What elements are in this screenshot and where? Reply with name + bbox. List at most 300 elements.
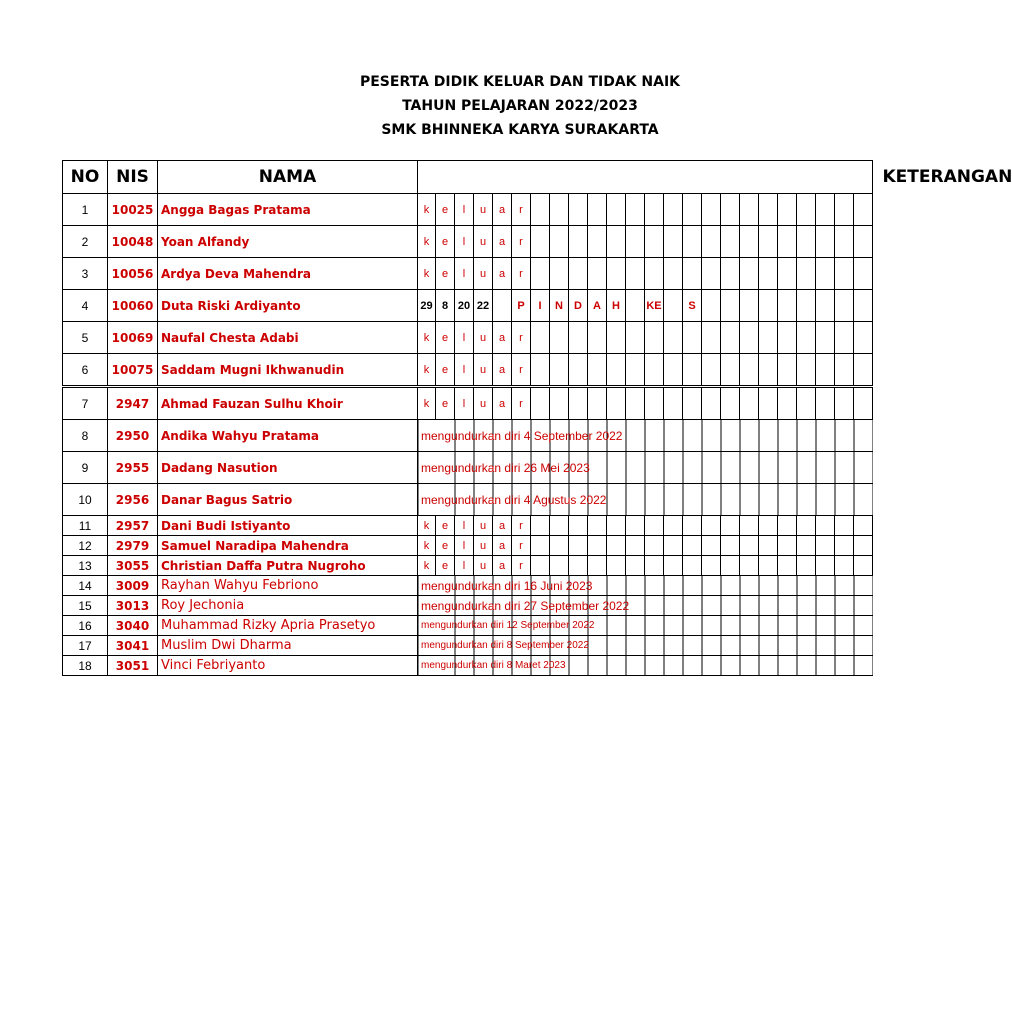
empty-cell	[588, 258, 607, 290]
empty-cell	[588, 556, 607, 576]
empty-cell	[550, 194, 569, 226]
empty-cell	[683, 258, 702, 290]
empty-cell	[664, 354, 683, 387]
row-nis: 10069	[108, 322, 158, 354]
empty-cell	[702, 322, 721, 354]
table-row	[63, 452, 873, 484]
column-header-nama: NAMA	[158, 161, 418, 194]
empty-cell	[550, 536, 569, 556]
keluar-letter: r	[512, 536, 531, 556]
keluar-letter: e	[436, 322, 455, 354]
table-row	[63, 556, 873, 576]
empty-cell	[797, 556, 816, 576]
row-nama: Ardya Deva Mahendra	[158, 258, 418, 290]
row-number: 4	[63, 290, 108, 322]
row-number: 11	[63, 516, 108, 536]
keluar-letter: l	[455, 354, 474, 387]
keluar-letter: e	[436, 226, 455, 258]
keluar-letter: a	[493, 516, 512, 536]
keluar-letter: k	[418, 556, 436, 576]
row-number: 1	[63, 194, 108, 226]
column-header-nis: NIS	[108, 161, 158, 194]
empty-cell	[740, 194, 759, 226]
empty-cell	[702, 556, 721, 576]
student-table	[62, 160, 1012, 676]
empty-cell	[702, 258, 721, 290]
column-header-keterangan	[418, 161, 1012, 194]
keluar-letter: u	[474, 387, 493, 420]
table-row	[63, 636, 873, 656]
empty-cell	[569, 387, 588, 420]
row-nis: 10056	[108, 258, 158, 290]
keluar-letter: e	[436, 556, 455, 576]
empty-cell	[531, 226, 550, 258]
empty-cell	[778, 226, 797, 258]
row-number: 18	[63, 656, 108, 676]
keluar-letter: l	[455, 322, 474, 354]
empty-cell	[721, 354, 740, 387]
empty-cell	[645, 387, 664, 420]
empty-cell	[835, 226, 854, 258]
empty-cell	[607, 194, 626, 226]
empty-cell	[702, 516, 721, 536]
keluar-letter: u	[474, 258, 493, 290]
row-nama: Dadang Nasution	[158, 452, 418, 484]
keluar-letter: k	[418, 194, 436, 226]
empty-cell	[588, 226, 607, 258]
empty-cell	[854, 226, 873, 258]
empty-cell	[645, 516, 664, 536]
empty-cell	[626, 387, 645, 420]
empty-cell	[550, 258, 569, 290]
empty-cell	[721, 226, 740, 258]
title-line-1: PESERTA DIDIK KELUAR DAN TIDAK NAIK	[359, 74, 681, 90]
empty-cell	[816, 387, 835, 420]
empty-cell	[759, 194, 778, 226]
title-line-3: SMK BHINNEKA KARYA SURAKARTA	[381, 122, 659, 138]
empty-cell	[721, 387, 740, 420]
pindah-cell: KE	[645, 290, 664, 322]
empty-cell	[645, 322, 664, 354]
empty-cell	[721, 258, 740, 290]
empty-cell	[854, 536, 873, 556]
keluar-letter: r	[512, 194, 531, 226]
empty-cell	[854, 194, 873, 226]
empty-cell	[626, 226, 645, 258]
empty-cell	[854, 387, 873, 420]
empty-cell	[626, 194, 645, 226]
row-nis: 2957	[108, 516, 158, 536]
keluar-letter: e	[436, 536, 455, 556]
empty-cell	[569, 354, 588, 387]
keluar-letter: u	[474, 226, 493, 258]
empty-cell	[778, 258, 797, 290]
keterangan-text: mengundurkan diri 4 September 2022	[418, 420, 873, 452]
title-line-2: TAHUN PELAJARAN 2022/2023	[402, 98, 638, 114]
empty-cell	[816, 226, 835, 258]
row-number: 12	[63, 536, 108, 556]
keluar-letter: r	[512, 322, 531, 354]
empty-cell	[645, 536, 664, 556]
empty-cell	[721, 194, 740, 226]
table-row	[63, 258, 873, 290]
keluar-letter: u	[474, 556, 493, 576]
empty-cell	[816, 258, 835, 290]
row-number: 2	[63, 226, 108, 258]
empty-cell	[854, 322, 873, 354]
empty-cell	[702, 226, 721, 258]
row-nis: 2955	[108, 452, 158, 484]
row-nama: Muhammad Rizky Apria Prasetyo	[158, 616, 418, 636]
empty-cell	[797, 516, 816, 536]
row-nama: Rayhan Wahyu Febriono	[158, 576, 418, 596]
column-header-no: NO	[63, 161, 108, 194]
keluar-letter: a	[493, 387, 512, 420]
keterangan-text: mengundurkan diri 27 September 2022	[418, 596, 873, 616]
keluar-letter: e	[436, 354, 455, 387]
table-row	[63, 536, 873, 556]
keluar-letter: a	[493, 536, 512, 556]
empty-cell	[854, 354, 873, 387]
empty-cell	[645, 194, 664, 226]
empty-cell	[607, 516, 626, 536]
empty-cell	[588, 516, 607, 536]
empty-cell	[835, 536, 854, 556]
empty-cell	[588, 322, 607, 354]
empty-cell	[531, 556, 550, 576]
keluar-letter: l	[455, 556, 474, 576]
row-number: 8	[63, 420, 108, 452]
empty-cell	[759, 226, 778, 258]
empty-cell	[816, 290, 835, 322]
empty-cell	[626, 322, 645, 354]
keluar-letter: a	[493, 556, 512, 576]
row-nama: Yoan Alfandy	[158, 226, 418, 258]
empty-cell	[835, 194, 854, 226]
empty-cell	[664, 226, 683, 258]
keterangan-text: mengundurkan diri 8 Maret 2023	[418, 656, 873, 676]
empty-cell	[702, 290, 721, 322]
empty-cell	[816, 536, 835, 556]
row-nis: 3051	[108, 656, 158, 676]
empty-cell	[778, 387, 797, 420]
empty-cell	[740, 322, 759, 354]
empty-cell	[569, 516, 588, 536]
row-number: 16	[63, 616, 108, 636]
empty-cell	[778, 354, 797, 387]
keluar-letter: a	[493, 194, 512, 226]
row-nis: 3055	[108, 556, 158, 576]
keluar-letter: r	[512, 387, 531, 420]
empty-cell	[835, 290, 854, 322]
empty-cell	[683, 516, 702, 536]
empty-cell	[569, 226, 588, 258]
keluar-letter: e	[436, 387, 455, 420]
table-row	[63, 484, 873, 516]
row-number: 9	[63, 452, 108, 484]
row-number: 3	[63, 258, 108, 290]
empty-cell	[645, 354, 664, 387]
row-nama: Saddam Mugni Ikhwanudin	[158, 354, 418, 387]
empty-cell	[816, 516, 835, 536]
empty-cell	[778, 322, 797, 354]
keluar-letter: k	[418, 226, 436, 258]
keluar-letter: l	[455, 226, 474, 258]
keterangan-text: mengundurkan diri 16 Juni 2023	[418, 576, 873, 596]
row-nama: Danar Bagus Satrio	[158, 484, 418, 516]
keluar-letter: k	[418, 516, 436, 536]
empty-cell	[569, 556, 588, 576]
empty-cell	[835, 258, 854, 290]
table-row	[63, 616, 873, 636]
row-nama: Naufal Chesta Adabi	[158, 322, 418, 354]
empty-cell	[721, 516, 740, 536]
table-row	[63, 576, 873, 596]
empty-cell	[740, 387, 759, 420]
empty-cell	[854, 556, 873, 576]
empty-cell	[835, 516, 854, 536]
empty-cell	[607, 226, 626, 258]
empty-cell	[759, 536, 778, 556]
row-number: 15	[63, 596, 108, 616]
empty-cell	[797, 290, 816, 322]
empty-cell	[740, 556, 759, 576]
row-nis: 10025	[108, 194, 158, 226]
empty-cell	[702, 194, 721, 226]
row-nis: 2947	[108, 387, 158, 420]
empty-cell	[588, 387, 607, 420]
empty-cell	[759, 354, 778, 387]
empty-cell	[550, 516, 569, 536]
pindah-cell: H	[607, 290, 626, 322]
keluar-letter: a	[493, 226, 512, 258]
keluar-letter: k	[418, 322, 436, 354]
empty-cell	[550, 556, 569, 576]
empty-cell	[626, 258, 645, 290]
pindah-cell: 22	[474, 290, 493, 322]
empty-cell	[664, 194, 683, 226]
empty-cell	[797, 354, 816, 387]
empty-cell	[835, 354, 854, 387]
pindah-cell: 8	[436, 290, 455, 322]
table-header-row	[63, 161, 873, 194]
empty-cell	[588, 354, 607, 387]
keluar-letter: e	[436, 516, 455, 536]
empty-cell	[759, 258, 778, 290]
column-header-keterangan-label: KETERANGAN	[882, 167, 1012, 187]
pindah-cell	[664, 290, 683, 322]
empty-cell	[626, 536, 645, 556]
empty-cell	[854, 258, 873, 290]
pindah-cell	[493, 290, 512, 322]
empty-cell	[816, 194, 835, 226]
empty-cell	[683, 354, 702, 387]
empty-cell	[531, 354, 550, 387]
pindah-cell: I	[531, 290, 550, 322]
keterangan-text: mengundurkan diri 8 September 2022	[418, 636, 873, 656]
empty-cell	[664, 536, 683, 556]
empty-cell	[683, 194, 702, 226]
empty-cell	[759, 387, 778, 420]
empty-cell	[721, 322, 740, 354]
empty-cell	[835, 387, 854, 420]
empty-cell	[778, 290, 797, 322]
empty-cell	[702, 354, 721, 387]
keluar-letter: r	[512, 354, 531, 387]
empty-cell	[664, 556, 683, 576]
table-row	[63, 322, 873, 354]
empty-cell	[607, 322, 626, 354]
keluar-letter: u	[474, 354, 493, 387]
empty-cell	[759, 322, 778, 354]
empty-cell	[645, 226, 664, 258]
row-nama: Christian Daffa Putra Nugroho	[158, 556, 418, 576]
row-nis: 2956	[108, 484, 158, 516]
row-number: 7	[63, 387, 108, 420]
empty-cell	[683, 387, 702, 420]
empty-cell	[797, 226, 816, 258]
student-table-viewport	[62, 160, 1012, 678]
pindah-cell: S	[683, 290, 702, 322]
pindah-cell: N	[550, 290, 569, 322]
empty-cell	[626, 556, 645, 576]
pindah-cell: 29	[418, 290, 436, 322]
keluar-letter: l	[455, 387, 474, 420]
empty-cell	[740, 354, 759, 387]
keluar-letter: k	[418, 354, 436, 387]
keluar-letter: k	[418, 387, 436, 420]
row-number: 13	[63, 556, 108, 576]
row-nama: Duta Riski Ardiyanto	[158, 290, 418, 322]
keluar-letter: a	[493, 258, 512, 290]
pindah-cell: P	[512, 290, 531, 322]
table-row	[63, 290, 873, 322]
row-nama: Andika Wahyu Pratama	[158, 420, 418, 452]
row-nama: Muslim Dwi Dharma	[158, 636, 418, 656]
empty-cell	[531, 258, 550, 290]
empty-cell	[531, 194, 550, 226]
empty-cell	[854, 516, 873, 536]
empty-cell	[683, 226, 702, 258]
empty-cell	[740, 258, 759, 290]
row-nama: Samuel Naradipa Mahendra	[158, 536, 418, 556]
pindah-cell: D	[569, 290, 588, 322]
empty-cell	[664, 322, 683, 354]
keluar-letter: u	[474, 516, 493, 536]
table-row	[63, 656, 873, 676]
empty-cell	[645, 556, 664, 576]
empty-cell	[569, 536, 588, 556]
row-number: 17	[63, 636, 108, 656]
empty-cell	[778, 516, 797, 536]
empty-cell	[778, 194, 797, 226]
keluar-letter: l	[455, 194, 474, 226]
keluar-letter: k	[418, 536, 436, 556]
empty-cell	[550, 354, 569, 387]
empty-cell	[531, 536, 550, 556]
row-nama: Ahmad Fauzan Sulhu Khoir	[158, 387, 418, 420]
row-nis: 3013	[108, 596, 158, 616]
keluar-letter: u	[474, 322, 493, 354]
empty-cell	[816, 322, 835, 354]
keluar-letter: r	[512, 516, 531, 536]
keluar-letter: k	[418, 258, 436, 290]
empty-cell	[835, 322, 854, 354]
empty-cell	[740, 226, 759, 258]
table-row	[63, 516, 873, 536]
empty-cell	[759, 290, 778, 322]
empty-cell	[740, 536, 759, 556]
empty-cell	[797, 194, 816, 226]
empty-cell	[721, 290, 740, 322]
keluar-letter: u	[474, 536, 493, 556]
empty-cell	[683, 556, 702, 576]
row-nama: Dani Budi Istiyanto	[158, 516, 418, 536]
empty-cell	[531, 516, 550, 536]
row-number: 14	[63, 576, 108, 596]
empty-cell	[797, 322, 816, 354]
empty-cell	[759, 516, 778, 536]
empty-cell	[531, 322, 550, 354]
empty-cell	[550, 226, 569, 258]
row-number: 6	[63, 354, 108, 387]
table-row	[63, 596, 873, 616]
empty-cell	[607, 258, 626, 290]
row-nis: 10075	[108, 354, 158, 387]
empty-cell	[854, 290, 873, 322]
pindah-cell	[626, 290, 645, 322]
empty-cell	[683, 536, 702, 556]
row-nis: 3041	[108, 636, 158, 656]
table-row	[63, 420, 873, 452]
row-nama: Roy Jechonia	[158, 596, 418, 616]
keluar-letter: l	[455, 536, 474, 556]
keluar-letter: r	[512, 258, 531, 290]
empty-cell	[721, 556, 740, 576]
table-row	[63, 226, 873, 258]
pindah-cell: A	[588, 290, 607, 322]
empty-cell	[588, 194, 607, 226]
empty-cell	[531, 387, 550, 420]
keluar-letter: u	[474, 194, 493, 226]
row-number: 5	[63, 322, 108, 354]
empty-cell	[721, 536, 740, 556]
empty-cell	[550, 322, 569, 354]
empty-cell	[702, 536, 721, 556]
empty-cell	[569, 258, 588, 290]
empty-cell	[664, 516, 683, 536]
keluar-letter: e	[436, 258, 455, 290]
empty-cell	[797, 258, 816, 290]
keluar-letter: r	[512, 556, 531, 576]
document-title-block	[300, 70, 740, 142]
empty-cell	[778, 536, 797, 556]
empty-cell	[626, 354, 645, 387]
empty-cell	[740, 290, 759, 322]
row-nis: 2979	[108, 536, 158, 556]
empty-cell	[683, 322, 702, 354]
empty-cell	[626, 516, 645, 536]
empty-cell	[702, 387, 721, 420]
empty-cell	[588, 536, 607, 556]
keluar-letter: l	[455, 516, 474, 536]
empty-cell	[607, 354, 626, 387]
row-nama: Angga Bagas Pratama	[158, 194, 418, 226]
keluar-letter: e	[436, 194, 455, 226]
empty-cell	[664, 258, 683, 290]
empty-cell	[607, 536, 626, 556]
keterangan-text: mengundurkan diri 12 September 2022	[418, 616, 873, 636]
